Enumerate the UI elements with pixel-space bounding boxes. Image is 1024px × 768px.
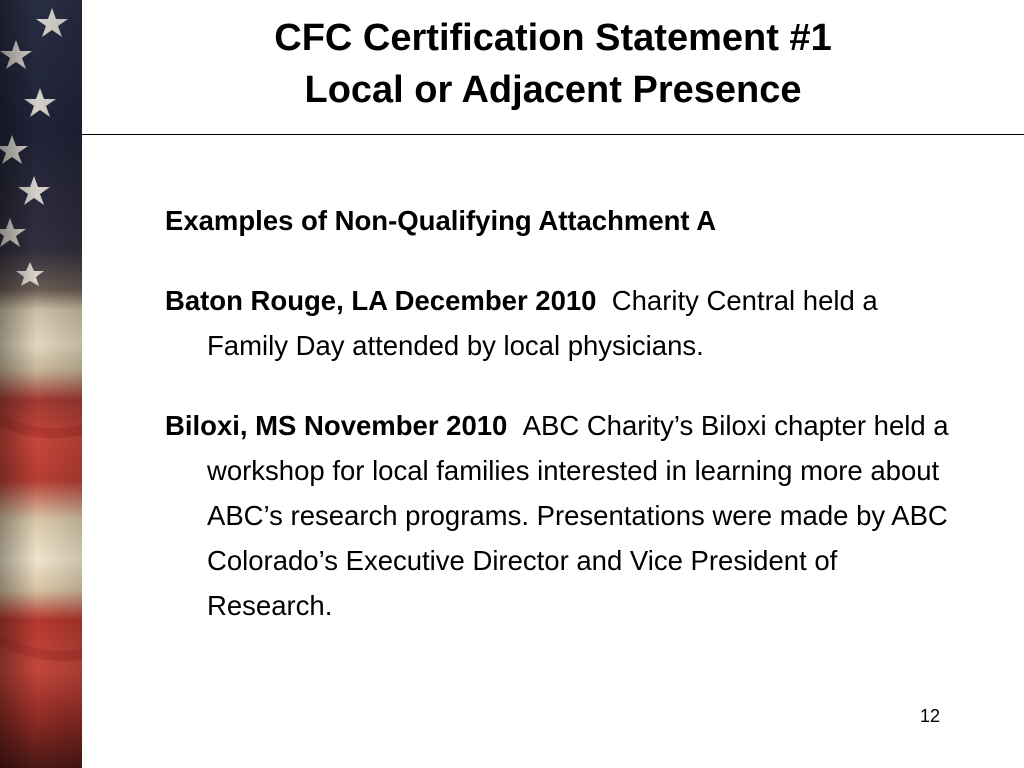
slide-body — [165, 170, 965, 663]
subheading: Examples of Non-Qualifying Attachment A — [165, 204, 717, 236]
title-divider — [82, 134, 1024, 135]
example-biloxi — [165, 403, 965, 628]
example-text: Charity Central held a Family Day attended by local physicians. — [207, 284, 878, 361]
flag-shade — [0, 0, 82, 768]
example-baton-rouge — [165, 278, 965, 368]
example-lead: Baton Rouge, LA December 2010 — [165, 284, 597, 316]
title-line-1: CFC Certification Statement #1 — [274, 17, 832, 59]
page-number: 12 — [919, 706, 940, 726]
flag-decoration — [0, 0, 82, 768]
example-lead: Biloxi, MS November 2010 — [165, 409, 508, 441]
example-text: ABC Charity’s Biloxi chapter held a workshop for local families interested in learning more about ABC’s research programs. Presentations were made by ABC Colorado’s Executive Director and Vice President of Research. — [207, 409, 949, 621]
title-line-2: Local or Adjacent Presence — [304, 69, 802, 111]
slide-title — [82, 12, 1024, 116]
